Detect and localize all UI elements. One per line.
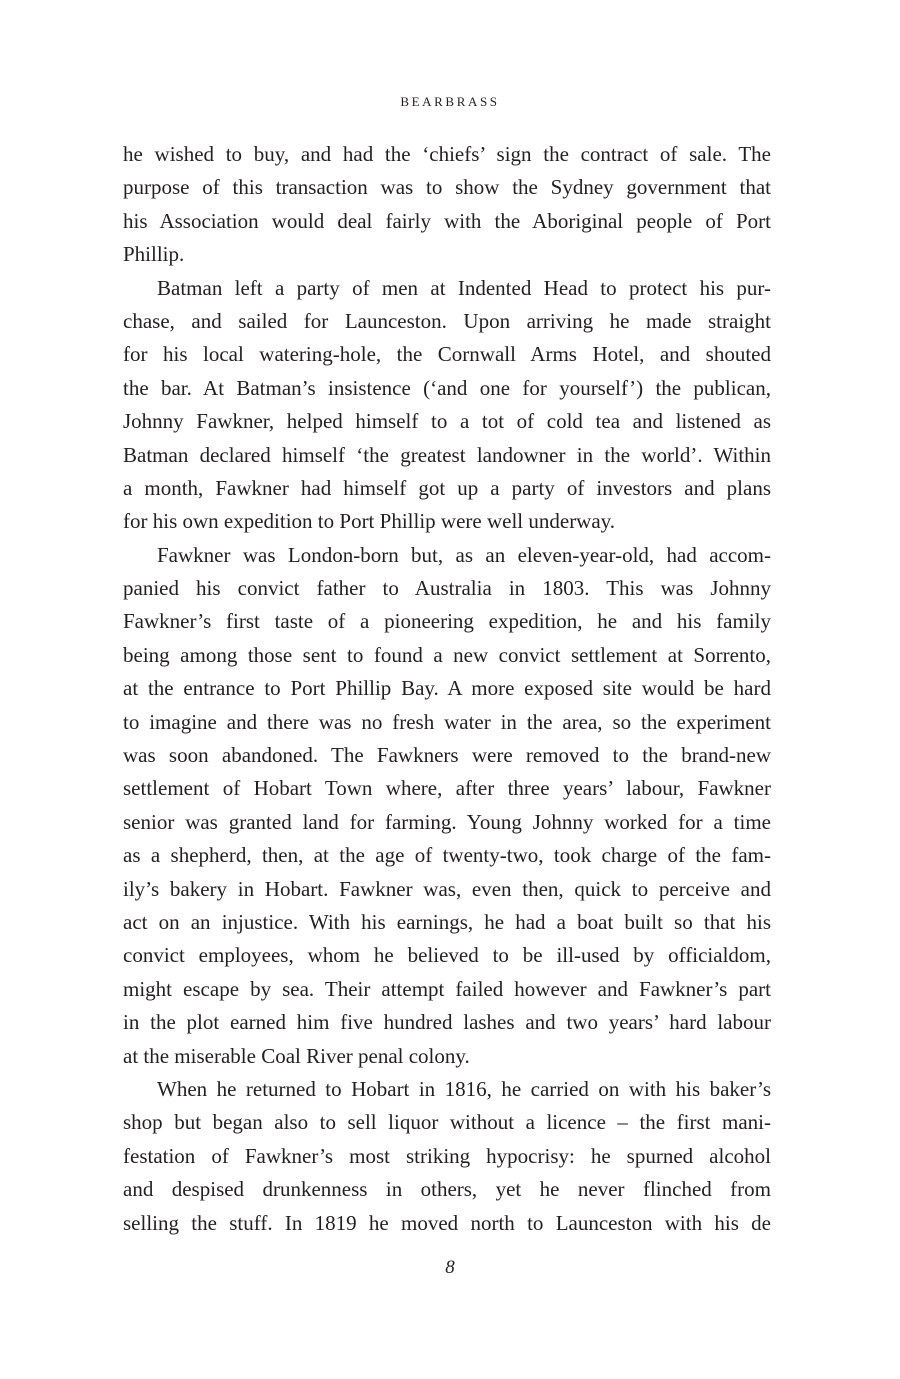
- text-line: he wished to buy, and had the ‘chiefs’ sign the contract of sale. The: [123, 142, 771, 166]
- text-line: and despised drunkenness in others, yet he never flinched from: [123, 1177, 771, 1202]
- text-line: senior was granted land for farming. Young Johnny worked for a time: [123, 809, 771, 834]
- text-line: chase, and sailed for Launceston. Upon arriving he made straight: [123, 308, 771, 333]
- text-line: as a shepherd, then, at the age of twenty-two, took charge of the fam-: [123, 843, 771, 868]
- text-line: Fawkner was London-born but, as an eleven-year-old, had accom-: [157, 542, 771, 567]
- text-line: panied his convict father to Australia in 1803. This was Johnny: [123, 576, 771, 601]
- text-line: settlement of Hobart Town where, after three years’ labour, Fawkner: [123, 776, 771, 801]
- text-line: to imagine and there was no fresh water in the area, so the experiment: [123, 709, 771, 734]
- text-line: Phillip.: [123, 242, 185, 267]
- text-line: convict employees, whom he believed to be ill-used by officialdom,: [123, 943, 771, 968]
- text-line: for his local watering-hole, the Cornwall Arms Hotel, and shouted: [123, 342, 771, 367]
- text-line: a month, Fawkner had himself got up a party of investors and plans: [123, 475, 771, 500]
- text-line: festation of Fawkner’s most striking hypocrisy: he spurned alcohol: [123, 1143, 771, 1168]
- text-line: in the plot earned him five hundred lashes and two years’ hard labour: [123, 1010, 771, 1035]
- text-line: being among those sent to found a new convict settlement at Sorrento,: [123, 642, 771, 667]
- text-line: at the entrance to Port Phillip Bay. A more exposed site would be hard: [123, 676, 771, 701]
- text-line: was soon abandoned. The Fawkners were removed to the brand-new: [123, 743, 771, 768]
- running-head: BEARBRASS: [400, 94, 500, 109]
- text-line: his Association would deal fairly with the Aboriginal people of Port: [123, 208, 771, 233]
- text-line: Batman declared himself ‘the greatest landowner in the world’. Within: [123, 442, 771, 467]
- text-line: Batman left a party of men at Indented Head to protect his pur-: [157, 275, 771, 300]
- text-line: ily’s bakery in Hobart. Fawkner was, even then, quick to perceive and: [123, 876, 771, 901]
- page-number: 8: [445, 1257, 455, 1278]
- text-line: Johnny Fawkner, helped himself to a tot of cold tea and listened as: [123, 409, 771, 434]
- text-line: for his own expedition to Port Phillip were well underway.: [123, 509, 616, 534]
- body-text: [123, 138, 771, 1240]
- text-line: purpose of this transaction was to show the Sydney government that: [123, 175, 771, 200]
- text-line: the bar. At Batman’s insistence (‘and one for yourself’) the publican,: [123, 375, 771, 400]
- text-line: act on an injustice. With his earnings, he had a boat built so that his: [123, 909, 771, 934]
- text-line: Fawkner’s first taste of a pioneering expedition, he and his family: [123, 609, 771, 634]
- text-line: might escape by sea. Their attempt failed however and Fawkner’s part: [123, 976, 771, 1001]
- text-line: When he returned to Hobart in 1816, he carried on with his baker’s: [157, 1076, 771, 1101]
- text-line: selling the stuff. In 1819 he moved north to Launceston with his de: [123, 1210, 771, 1235]
- text-line: at the miserable Coal River penal colony.: [123, 1043, 470, 1068]
- text-line: shop but began also to sell liquor without a licence – the first mani-: [123, 1110, 771, 1135]
